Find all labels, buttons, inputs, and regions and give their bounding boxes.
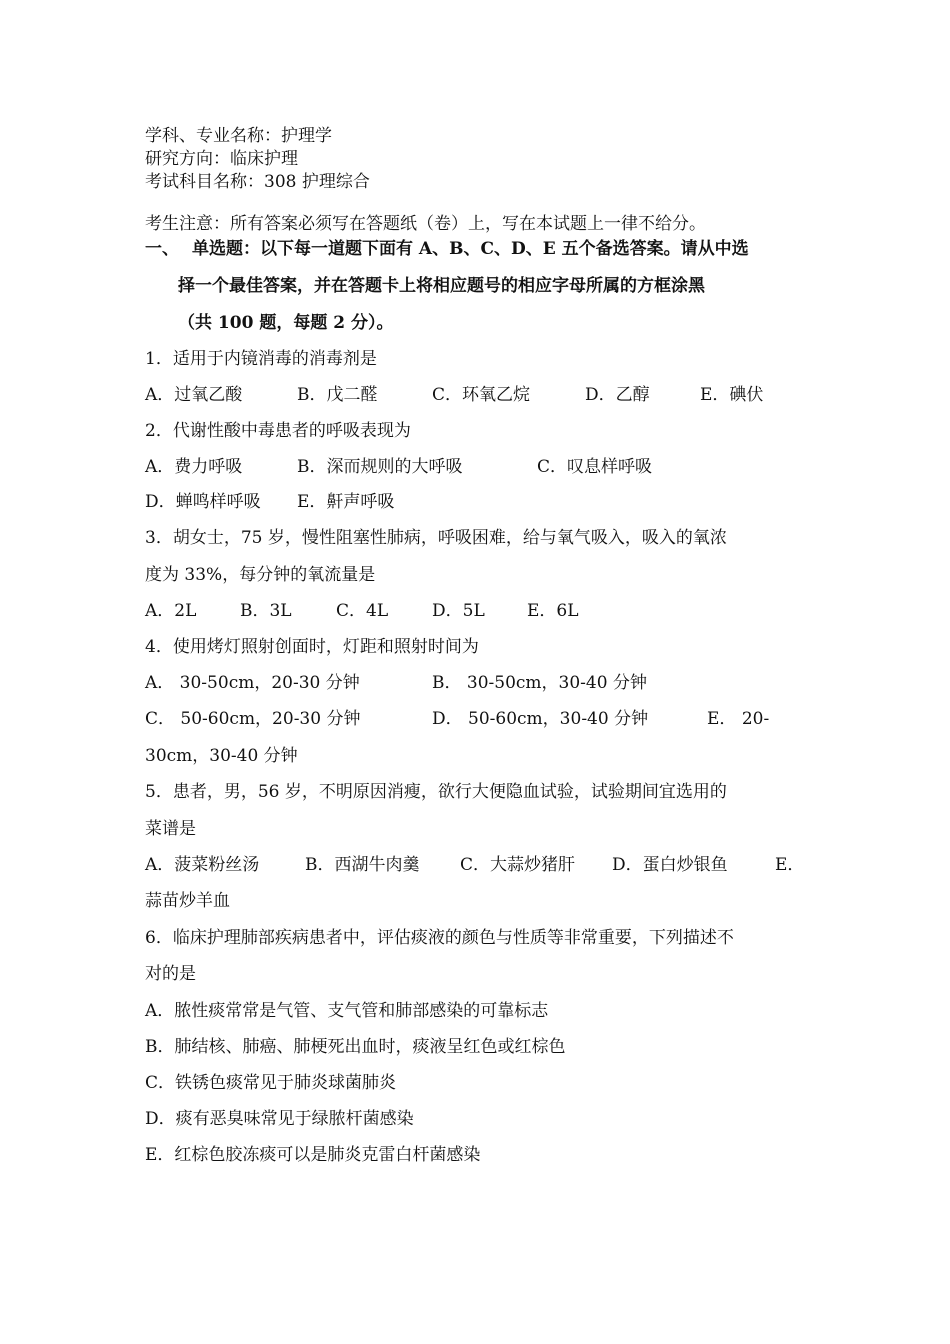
section-instruction-line-3: （共 100 题，每题 2 分）。 [178, 313, 394, 333]
option-d: D． 50-60cm，30-40 分钟 [432, 709, 649, 729]
option-a: A．费力呼吸 [145, 457, 243, 477]
option-c: C．大蒜炒猪肝 [460, 855, 576, 875]
option-c: C． 50-60cm，20-30 分钟 [145, 709, 361, 729]
question-stem: 5．患者，男，56 岁，不明原因消瘦，欲行大便隐血试验，试验期间宜选用的 [145, 782, 727, 802]
section-number: 一、 [145, 239, 179, 259]
section-instruction-line-2: 择一个最佳答案，并在答题卡上将相应题号的相应字母所属的方框涂黑 [178, 276, 705, 296]
option-c: C．4L [336, 601, 389, 621]
option-b: B．肺结核、肺癌、肺梗死出血时，痰液呈红色或红棕色 [145, 1037, 566, 1057]
option-a: A．2L [145, 601, 197, 621]
option-a: A．脓性痰常常是气管、支气管和肺部感染的可靠标志 [145, 1001, 549, 1021]
section-instruction-line-1: 单选题：以下每一道题下面有 A、B、C、D、E 五个备选答案。请从中选 [192, 239, 749, 259]
notice-line: 考生注意：所有答案必须写在答题纸（卷）上，写在本试题上一律不给分。 [145, 214, 706, 234]
question-stem-cont: 度为 33%，每分钟的氧流量是 [145, 565, 376, 585]
option-b: B．3L [240, 601, 292, 621]
option-e-cont: 蒜苗炒羊血 [145, 891, 230, 911]
question-stem: 3．胡女士，75 岁，慢性阻塞性肺病，呼吸困难，给与氧气吸入，吸入的氧浓 [145, 528, 727, 548]
option-e: E．红棕色胶冻痰可以是肺炎克雷白杆菌感染 [145, 1145, 481, 1165]
option-e: E．鼾声呼吸 [297, 492, 395, 512]
option-c: C．环氧乙烷 [432, 385, 531, 405]
option-b: B．戊二醛 [297, 385, 378, 405]
option-e: E． 20- [707, 709, 770, 729]
option-b: B．西湖牛肉羹 [305, 855, 420, 875]
option-a: A．过氧乙酸 [145, 385, 243, 405]
question-stem: 2．代谢性酸中毒患者的呼吸表现为 [145, 421, 411, 441]
question-stem: 6．临床护理肺部疾病患者中，评估痰液的颜色与性质等非常重要，下列描述不 [145, 928, 734, 948]
question-stem-cont: 菜谱是 [145, 819, 196, 839]
option-e: E．6L [527, 601, 579, 621]
exam-name-line: 考试科目名称：308 护理综合 [145, 172, 370, 192]
option-d: D．蝉鸣样呼吸 [145, 492, 261, 512]
option-c: C．叹息样呼吸 [537, 457, 653, 477]
option-d: D．蛋白炒银鱼 [612, 855, 728, 875]
direction-line: 研究方向：临床护理 [145, 149, 298, 169]
question-stem-cont: 对的是 [145, 964, 196, 984]
question-stem: 1．适用于内镜消毒的消毒剂是 [145, 349, 377, 369]
option-b: B．深而规则的大呼吸 [297, 457, 463, 477]
option-a: A． 30-50cm，20-30 分钟 [145, 673, 360, 693]
subject-line: 学科、专业名称：护理学 [145, 126, 332, 146]
option-c: C．铁锈色痰常见于肺炎球菌肺炎 [145, 1073, 397, 1093]
option-d: D．乙醇 [585, 385, 650, 405]
option-d: D．痰有恶臭味常见于绿脓杆菌感染 [145, 1109, 414, 1129]
question-stem: 4．使用烤灯照射创面时，灯距和照射时间为 [145, 637, 479, 657]
option-e: E．碘伏 [700, 385, 764, 405]
option-e: E． [775, 855, 805, 875]
option-b: B． 30-50cm，30-40 分钟 [432, 673, 647, 693]
option-d: D．5L [432, 601, 485, 621]
option-e-cont: 30cm，30-40 分钟 [145, 746, 298, 766]
option-a: A．菠菜粉丝汤 [145, 855, 260, 875]
